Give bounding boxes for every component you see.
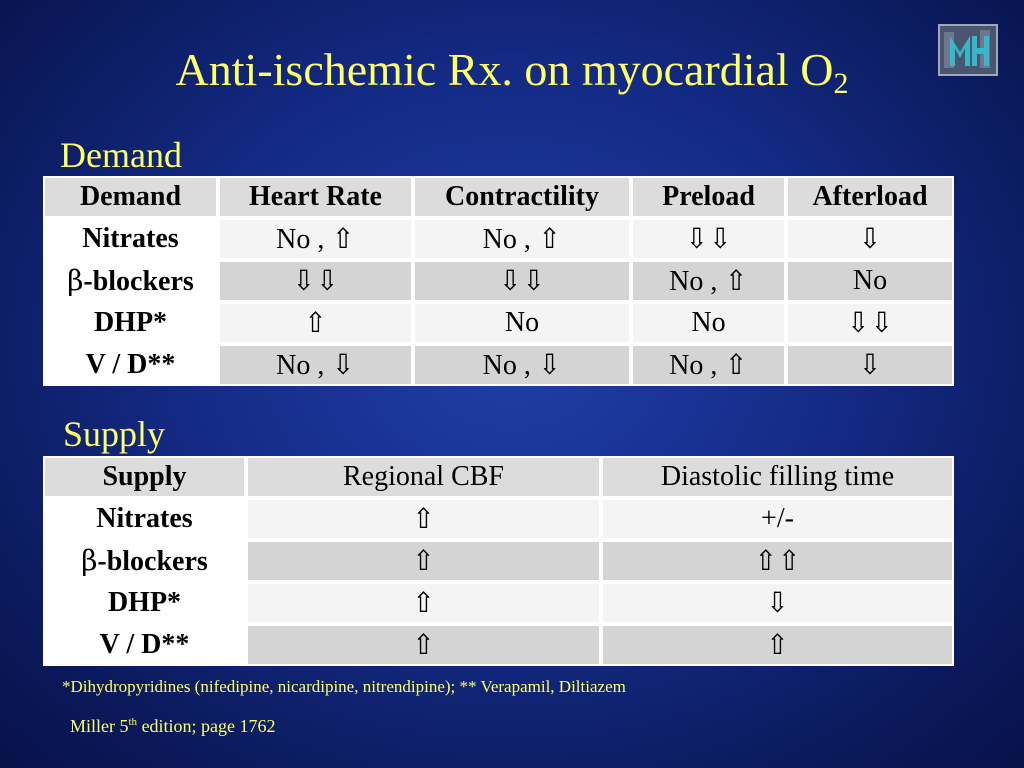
supply-header-regional-cbf: Regional CBF [246,456,601,498]
supply-header-supply: Supply [43,456,246,498]
footnote: *Dihydropyridines (nifedipine, nicardipine, nitrendipine); ** Verapamil, Diltiazem [62,677,626,696]
demand-cell: No , ⇧ [631,260,786,302]
demand-header-heart-rate: Heart Rate [218,176,413,218]
table-row [43,260,954,302]
supply-cell: ⇧ [246,624,601,666]
demand-table [43,176,954,386]
supply-cell: ⇧ [246,582,601,624]
demand-row-label: DHP* [43,302,218,344]
table-row [43,582,954,624]
supply-cell: ⇧⇧ [601,540,954,582]
supply-table [43,456,954,666]
slide-title-subscript: 2 [833,67,849,100]
demand-cell: No [786,260,954,302]
supply-cell: +/- [601,498,954,540]
demand-cell: ⇩⇩ [413,260,631,302]
demand-header-afterload: Afterload [786,176,954,218]
reference [70,716,276,737]
supply-section-label: Supply [63,414,166,454]
demand-cell: No [631,302,786,344]
demand-cell: ⇩⇩ [218,260,413,302]
demand-row-label: Nitrates [43,218,218,260]
supply-row-label: DHP* [43,582,246,624]
reference-text-end: edition; page 1762 [137,716,276,736]
mh-logo-icon [938,24,998,76]
reference-superscript: th [128,716,138,728]
supply-row-label-text: -blockers [97,546,208,577]
table-row [43,540,954,582]
demand-header-demand: Demand [43,176,218,218]
demand-cell: ⇩ [786,218,954,260]
demand-cell: ⇧ [218,302,413,344]
demand-cell: ⇩⇩ [631,218,786,260]
demand-cell: No , ⇧ [218,218,413,260]
supply-cell: ⇧ [601,624,954,666]
supply-header-row [43,456,954,498]
demand-row-label [43,260,218,302]
slide-title [0,40,1024,114]
slide-title-text: Anti-ischemic Rx. on myocardial O [175,44,834,95]
supply-cell: ⇧ [246,498,601,540]
table-row [43,498,954,540]
demand-row-label-text: -blockers [83,266,194,297]
demand-header-contractility: Contractility [413,176,631,218]
supply-row-label: V / D** [43,624,246,666]
supply-row-label [43,540,246,582]
demand-cell: ⇩ [786,344,954,386]
table-row [43,302,954,344]
supply-cell: ⇩ [601,582,954,624]
demand-header-row [43,176,954,218]
supply-row-label: Nitrates [43,498,246,540]
demand-cell: No , ⇧ [413,218,631,260]
table-row [43,624,954,666]
mh-logo-graphic [940,26,996,74]
beta-symbol: β [81,544,98,577]
supply-header-diastolic-filling-time: Diastolic filling time [601,456,954,498]
demand-row-label: V / D** [43,344,218,386]
demand-cell: ⇩⇩ [786,302,954,344]
demand-cell: No [413,302,631,344]
table-row [43,344,954,386]
demand-header-preload: Preload [631,176,786,218]
demand-cell: No , ⇧ [631,344,786,386]
demand-cell: No , ⇩ [218,344,413,386]
supply-cell: ⇧ [246,540,601,582]
demand-section-label: Demand [60,135,182,175]
reference-text: Miller 5 [70,716,129,736]
table-row [43,218,954,260]
demand-cell: No , ⇩ [413,344,631,386]
beta-symbol: β [67,264,84,297]
